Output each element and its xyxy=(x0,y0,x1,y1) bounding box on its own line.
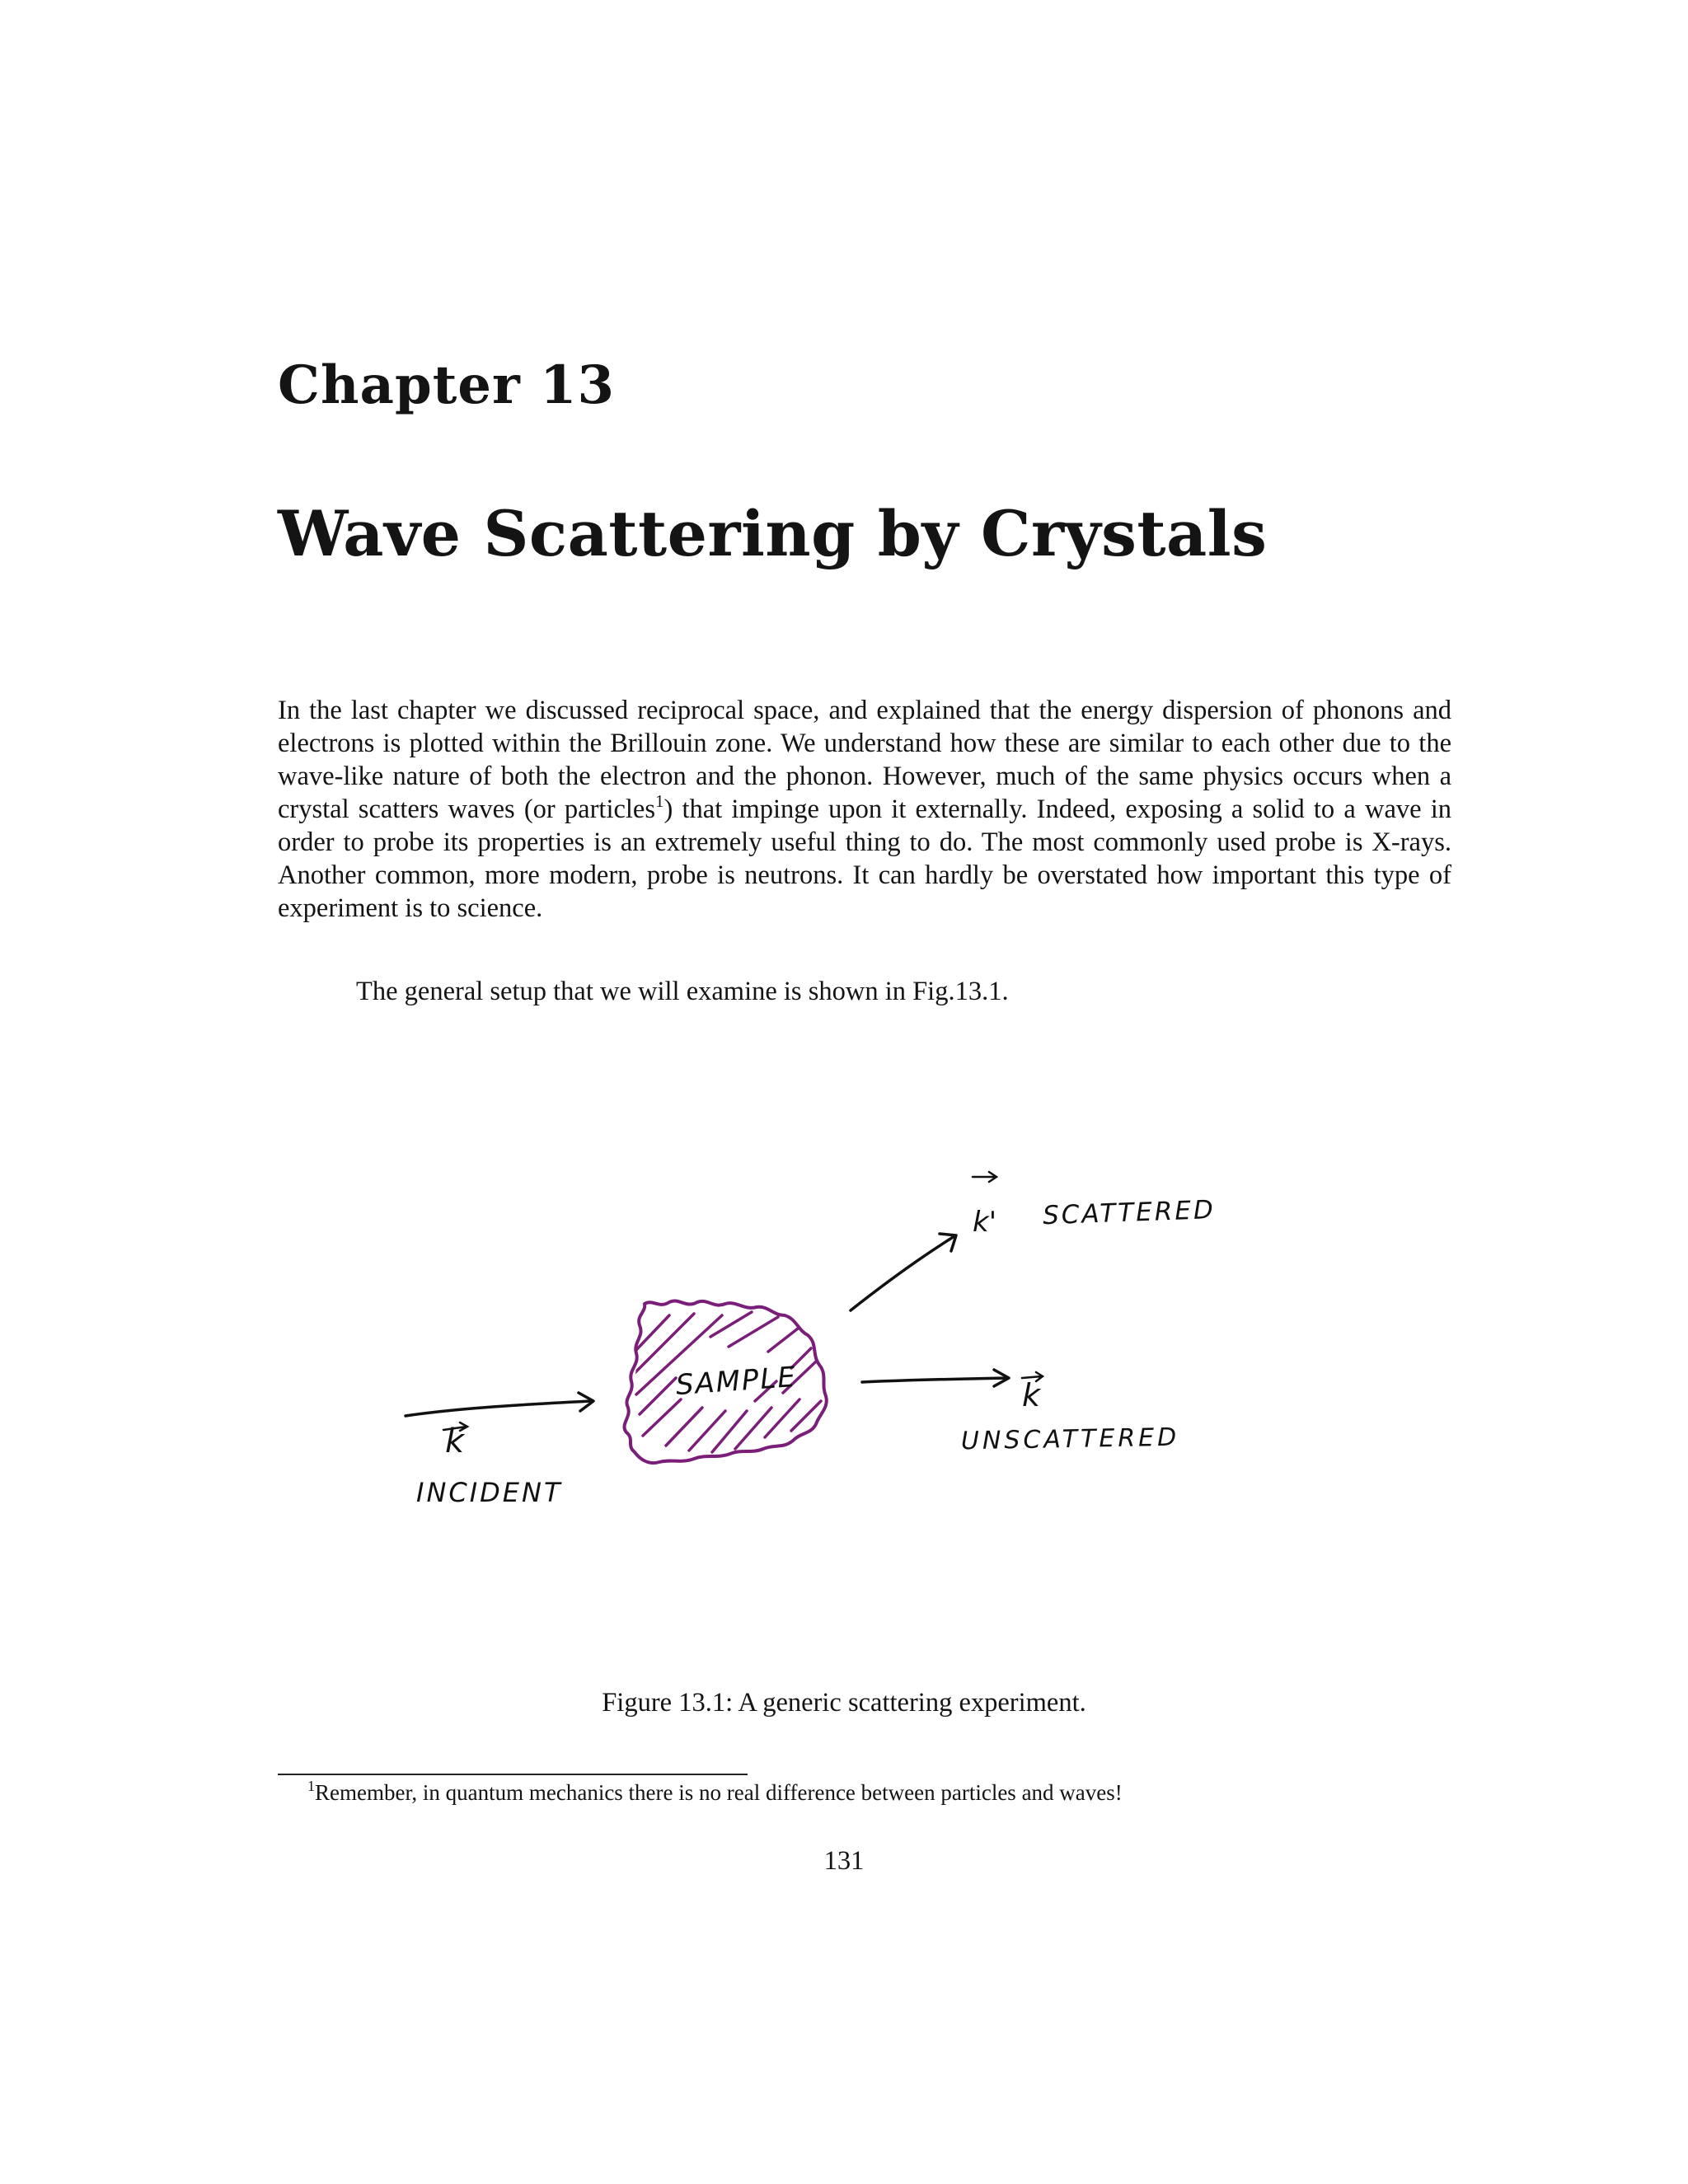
intro-text-start: In the last chapter we discussed reciprocal space, and explained that the energy dispersion of phonons and electrons is plotted within the Brillouin zone. We understand how these are similar to each other due to the wave-like nature of both the electron and the phonon. However, much of the same physics occurs when a crystal scatters waves (or particles xyxy=(278,696,1451,824)
unscattered-label: UNSCATTERED xyxy=(960,1422,1180,1456)
footnote-reference: 1 xyxy=(655,791,664,811)
incident-label: INCIDENT xyxy=(416,1477,563,1508)
chapter-label: Chapter 13 xyxy=(278,354,616,416)
scattering-diagram xyxy=(0,1137,1688,1516)
scattered-arrow xyxy=(851,1234,956,1310)
setup-paragraph: The general setup that we will examine is shown in Fig.13.1. xyxy=(356,977,1009,1006)
scattered-label: SCATTERED xyxy=(1042,1195,1217,1231)
incident-vector-label: k xyxy=(445,1422,465,1460)
figure-caption: Figure 13.1: A generic scattering experiment. xyxy=(602,1688,1086,1718)
page-number: 131 xyxy=(823,1846,865,1876)
chapter-title: Wave Scattering by Crystals xyxy=(278,497,1268,570)
footnote-rule xyxy=(278,1774,748,1775)
footnote-mark: 1 xyxy=(307,1778,315,1794)
unscattered-arrow xyxy=(862,1370,1009,1386)
incident-arrow xyxy=(406,1393,593,1416)
unscattered-vector-label: k xyxy=(1022,1377,1041,1413)
scattered-vector-symbol xyxy=(973,1172,996,1239)
sample-blob xyxy=(624,1301,826,1463)
scattered-vector-arrowhead xyxy=(973,1172,996,1182)
footnote-text: Remember, in quantum mechanics there is no real difference between particles and waves! xyxy=(315,1780,1123,1805)
scattered-vector-label: k' xyxy=(973,1206,997,1239)
intro-text-end: ) that impinge upon it externally. Indeed, exposing a solid to a wave in order to probe its properties is an extremely useful thing to do. The most commonly used probe is X-rays. Another common, more modern, probe is neutrons. It can hardly be overstated how important this type of experiment is to science. xyxy=(278,794,1451,923)
incident-vector-symbol xyxy=(443,1422,467,1460)
footnote xyxy=(307,1778,1123,1807)
unscattered-vector-symbol xyxy=(1022,1372,1043,1413)
intro-paragraph xyxy=(278,694,1451,925)
sample-label: SAMPLE xyxy=(674,1360,799,1403)
